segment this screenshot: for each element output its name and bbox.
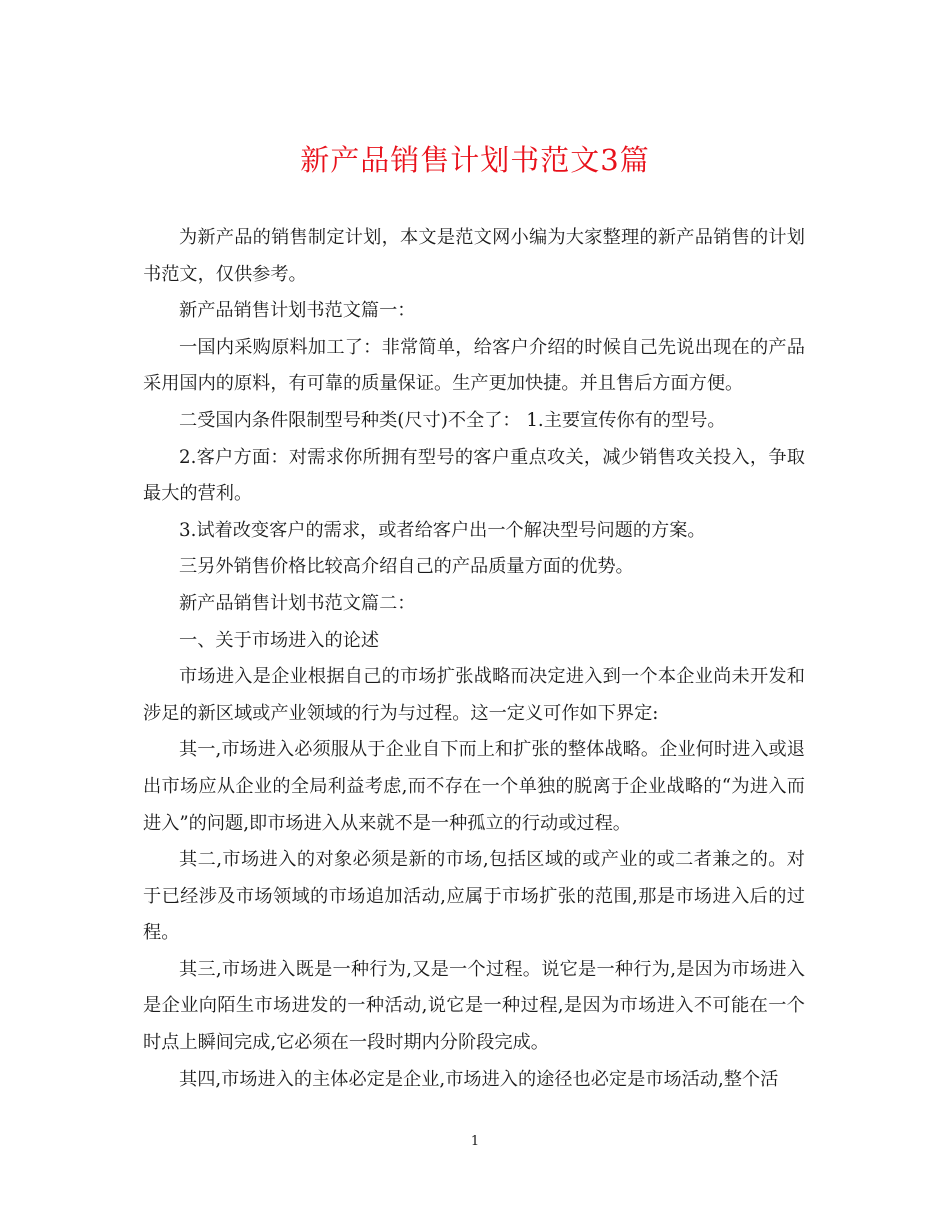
paragraph-section-market-entry: 一、关于市场进入的论述 [179,629,380,651]
paragraph-market-entry-definition: 市场进入是企业根据自己的市场扩张战略而决定进入到一个本企业尚未开发和涉足的新区域或产业领域的行为与过程。这一定义可作如下界定: [143,666,805,724]
paragraph-point-one: 其一,市场进入必须服从于企业自下而上和扩张的整体战略。企业何时进入或退出市场应从企业的全局利益考虑,而不存在一个单独的脱离于企业战略的“为进入而进入”的问题,即市场进入从来就不是一种孤立的行动或过程。 [143,739,805,834]
paragraph-heading-part-two: 新产品销售计划书范文篇二： [179,592,416,614]
paragraph-heading-part-one: 新产品销售计划书范文篇一： [179,300,416,322]
document-body [143,220,805,1098]
paragraph-price-quality: 三另外销售价格比较高介绍自己的产品质量方面的优势。 [179,556,634,578]
paragraph-intro: 为新产品的销售制定计划，本文是范文网小编为大家整理的新产品销售的计划书范文，仅供参考。 [143,227,805,285]
paragraph-point-four: 其四,市场进入的主体必定是企业,市场进入的途径也必定是市场活动,整个活 [179,1068,779,1090]
paragraph-limited-models: 二受国内条件限制型号种类(尺寸)不全了： 1.主要宣传你有的型号。 [179,409,726,431]
paragraph-change-demand: 3.试着改变客户的需求，或者给客户出一个解决型号问题的方案。 [179,519,706,541]
paragraph-customer-focus: 2.客户方面：对需求你所拥有型号的客户重点攻关，减少销售攻关投入，争取最大的营利。 [143,446,805,505]
document-title: 新产品销售计划书范文3篇 [300,143,650,177]
paragraph-point-two: 其二,市场进入的对象必须是新的市场,包括区域的或产业的或二者兼之的。对于已经涉及市场领域的市场追加活动,应属于市场扩张的范围,那是市场进入后的过程。 [143,849,805,944]
page-number: 1 [470,1134,480,1149]
paragraph-point-three: 其三,市场进入既是一种行为,又是一个过程。说它是一种行为,是因为市场进入是企业向陌生市场进发的一种活动,说它是一种过程,是因为市场进入不可能在一个时点上瞬间完成,它必须在一段时期内分阶段完成。 [143,958,805,1054]
paragraph-domestic-materials: 一国内采购原料加工了：非常简单，给客户介绍的时候自己先说出现在的产品采用国内的原料，有可靠的质量保证。生产更加快捷。并且售后方面方便。 [143,336,805,395]
